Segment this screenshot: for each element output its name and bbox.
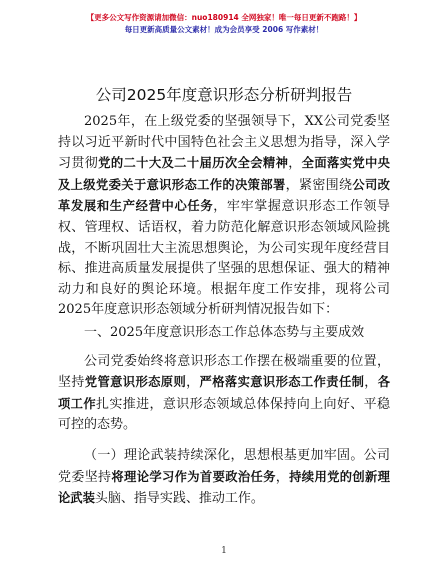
promo-banner-line-1: 【更多公文写作资源请加微信：nuo180914 全网独家！唯一每日更新不跑路！】 [86, 13, 362, 22]
intro-text-3: ，紧密围绕 [285, 177, 353, 193]
section-1-paragraph [58, 352, 390, 436]
promo-banner [0, 12, 448, 36]
intro-text-2: ， [288, 156, 302, 172]
para3-text-3: 头脑、指导实践、推动工作。 [94, 491, 264, 507]
para3-text-1: （一）理论武装持续深化，思想根基更加牢固。公司党委坚持 [58, 447, 390, 485]
para2-text-3: ， [364, 375, 378, 391]
para2-bold-1: 党管意识形态原则 [84, 375, 187, 390]
para2-text-1: 公司党委始终将意识形态工作摆在极端重要的位置，坚持 [58, 353, 390, 391]
intro-bold-3: 公司改革发展和生产经营中心任务 [58, 177, 390, 214]
para3-bold-1: 将理论学习作为首要政治任务 [111, 469, 276, 484]
para2-text-2: ， [186, 375, 200, 391]
para3-text-2: ， [275, 469, 290, 485]
para2-bold-3: 各项工作 [58, 375, 390, 411]
document-body [58, 112, 390, 510]
intro-paragraph [58, 112, 390, 321]
promo-banner-line-2: 每日更新高质量公文素材！成为会员享受 2006 写作素材！ [124, 25, 324, 34]
para2-bold-2: 严格落实意识形态工作责任制 [199, 375, 365, 390]
intro-text-1: 2025年，在上级党委的坚强领导下，XX公司党委坚持以习近平新时代中国特色社会主义思想为指导，深入学习贯彻 [58, 114, 390, 172]
para2-text-4: 扎实推进，意识形态领域总体保持向上向好、平稳可控的态势。 [58, 396, 390, 433]
subsection-1-paragraph [58, 446, 390, 510]
intro-text-4: ，牢牢掌握意识形态工作领导权、管理权、话语权，着力防范化解意识形态领域风险挑战，不断巩固壮大主流思想舆论，为公司实现年度经营目标、推进高质量发展提供了坚强的思想保证、强大的精神动力和良好的舆论环境。根据年度工作安排，现将公司2025年度意识形态领域分析研判情况报告如下： [58, 199, 390, 318]
document-title: 公司2025年度意识形态分析研判报告 [95, 86, 353, 104]
page-number: 1 [221, 546, 227, 556]
intro-bold-1: 党的二十大及二十届历次全会精神 [98, 156, 289, 171]
para3-bold-2: 持续用党的创新理论武装 [58, 469, 390, 506]
intro-bold-2: 全面落实党中央及上级党委关于意识形态工作的决策部署 [58, 156, 390, 192]
section-heading-1: 一、2025年度意识形态工作总体态势与主要成效 [84, 324, 365, 340]
